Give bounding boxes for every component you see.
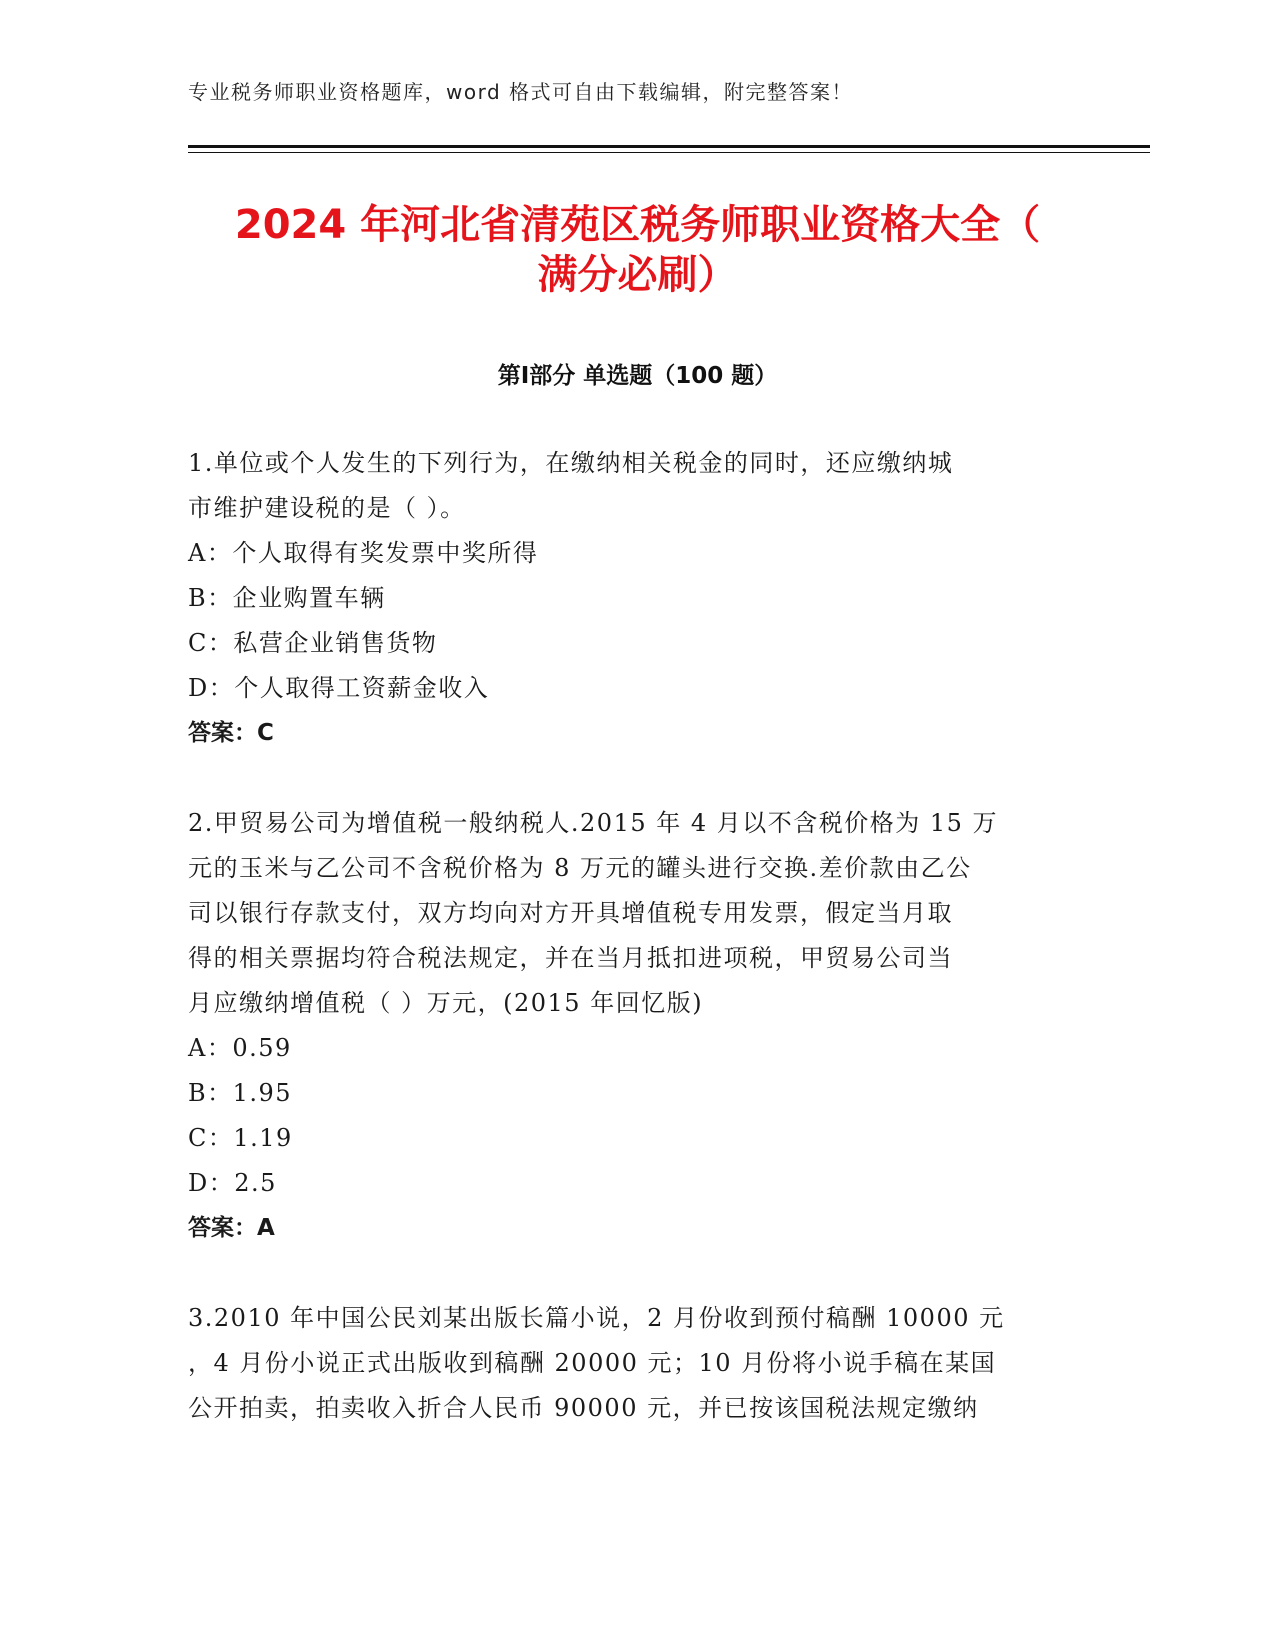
question-stem-line: 得的相关票据均符合税法规定，并在当月抵扣进项税，甲贸易公司当 [188, 944, 953, 972]
question-stem-line: 司以银行存款支付，双方均向对方开具增值税专用发票，假定当月取 [188, 899, 953, 927]
question-3 [188, 1296, 1088, 1431]
question-stem-line: ，4 月份小说正式出版收到稿酬 20000 元；10 月份将小说手稿在某国 [188, 1349, 997, 1377]
question-2 [188, 801, 1088, 1251]
answer-label: 答案：C [188, 720, 274, 746]
option-c: C：私营企业销售货物 [188, 629, 438, 657]
header-note: 专业税务师职业资格题库，word 格式可自由下载编辑，附完整答案！ [188, 80, 854, 104]
option-b: B：1.95 [188, 1079, 293, 1107]
question-stem-line: 元的玉米与乙公司不含税价格为 8 万元的罐头进行交换.差价款由乙公 [188, 854, 972, 882]
question-stem-line: 月应缴纳增值税（ ）万元，(2015 年回忆版) [188, 989, 704, 1017]
question-stem-line: 市维护建设税的是（ ）。 [188, 494, 466, 522]
option-a: A：个人取得有奖发票中奖所得 [188, 539, 539, 567]
title-line: 2024 年河北省清苑区税务师职业资格大全（ [234, 202, 1041, 248]
header-rule-thick [188, 145, 1150, 148]
answer-label: 答案：A [188, 1215, 275, 1241]
question-stem-line: 2.甲贸易公司为增值税一般纳税人.2015 年 4 月以不含税价格为 15 万 [188, 809, 999, 837]
title-line: 满分必刷） [537, 252, 738, 298]
question-stem-line: 3.2010 年中国公民刘某出版长篇小说，2 月份收到预付稿酬 10000 元 [188, 1304, 1005, 1332]
question-stem-line: 公开拍卖，拍卖收入折合人民币 90000 元，并已按该国税法规定缴纳 [188, 1394, 979, 1422]
document-title [180, 200, 1095, 300]
question-list [188, 441, 1088, 1476]
option-a: A：0.59 [188, 1034, 292, 1062]
header-rule-thin [188, 152, 1150, 153]
option-d: D：个人取得工资薪金收入 [188, 674, 490, 702]
question-1 [188, 441, 1088, 756]
option-c: C：1.19 [188, 1124, 293, 1152]
section-heading: 第Ⅰ部分 单选题（100 题） [497, 363, 778, 389]
option-d: D：2.5 [188, 1169, 277, 1197]
question-stem-line: 1.单位或个人发生的下列行为，在缴纳相关税金的同时，还应缴纳城 [188, 449, 954, 477]
option-b: B：企业购置车辆 [188, 584, 386, 612]
